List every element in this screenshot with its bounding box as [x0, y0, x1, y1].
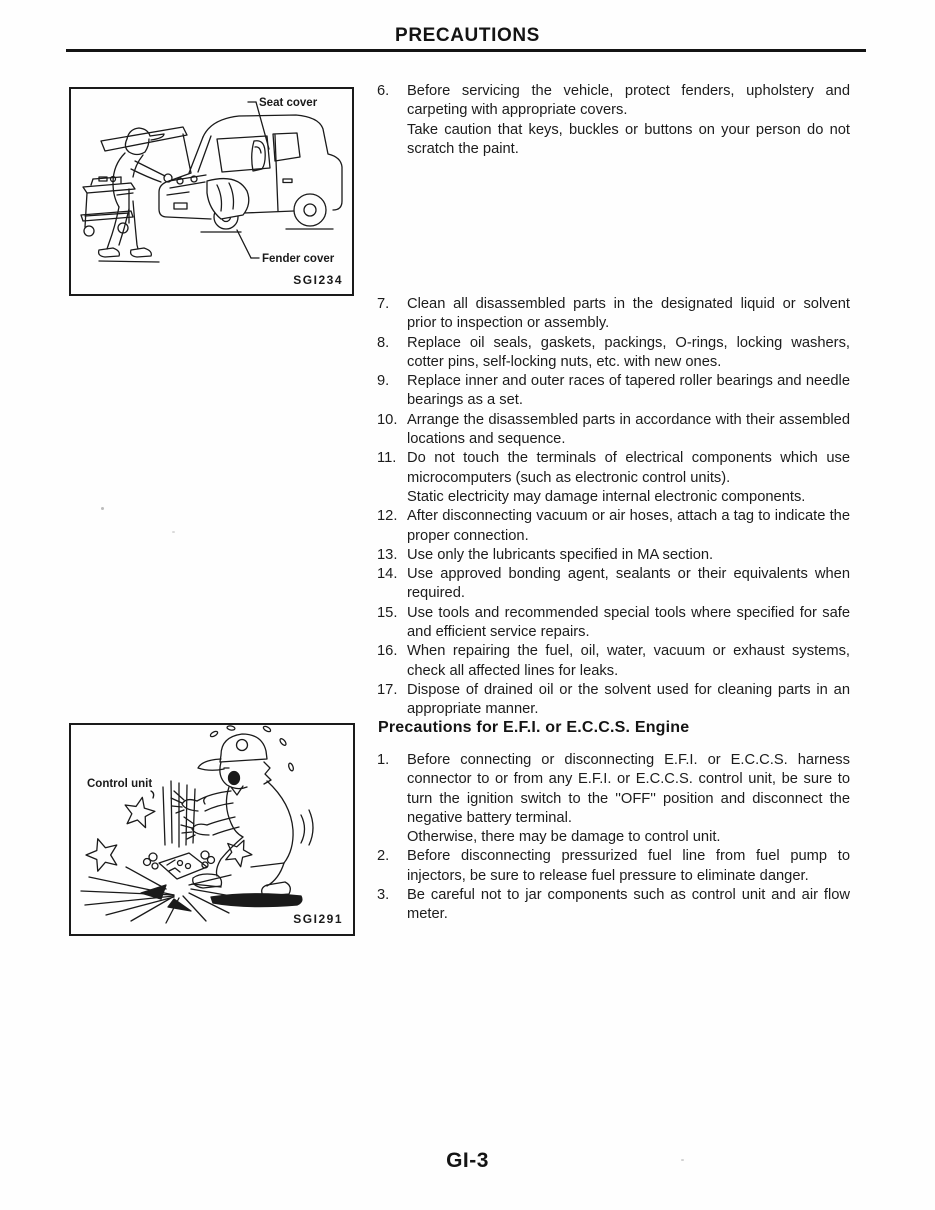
item-number: 16.: [377, 643, 398, 660]
general-precaution-items: [377, 295, 850, 720]
item-text: After disconnecting vacuum or air hoses, attach a tag to indicate the proper connection.: [407, 508, 850, 544]
item-text: Clean all disassembled parts in the designated liquid or solvent prior to inspection or assembly.: [407, 296, 850, 332]
item-number: 10.: [377, 411, 398, 428]
item-text: Static electricity may damage internal electronic components.: [407, 488, 806, 505]
list-item: [377, 449, 850, 507]
page-title: PRECAUTIONS: [395, 25, 540, 46]
scan-artifact: [172, 531, 175, 533]
item-text: Before disconnecting pressurized fuel line from fuel pump to injectors, be sure to release fuel pressure to eliminate danger.: [407, 848, 850, 884]
car-cover-illustration: [71, 89, 348, 290]
item-text: Use only the lubricants specified in MA section.: [407, 546, 714, 563]
item-text: Replace oil seals, gaskets, packings, O-rings, locking washers, cotter pins, self-locking nuts, etc. with new ones.: [407, 334, 850, 370]
list-item: [377, 372, 850, 411]
item-number: 13.: [377, 546, 398, 563]
item-number: 2.: [377, 848, 390, 865]
item-number: 6.: [377, 83, 390, 99]
scan-artifact: [101, 507, 104, 510]
item-text: Before servicing the vehicle, protect fenders, upholstery and carpeting with appropriate covers.: [407, 83, 850, 119]
efi-section-heading: Precautions for E.F.I. or E.C.C.S. Engine: [378, 719, 690, 736]
item-text: Arrange the disassembled parts in accordance with their assembled locations and sequence.: [407, 411, 850, 448]
item-number: 17.: [377, 681, 398, 698]
figure-seat-fender-cover: [69, 87, 354, 296]
header-rule: [66, 49, 866, 52]
item-number: 1.: [377, 752, 390, 768]
control-unit-label: Control unit: [87, 778, 153, 790]
scan-artifact: [681, 1159, 684, 1161]
figure-control-unit-drop: [69, 723, 355, 936]
item-number: 3.: [377, 887, 390, 904]
list-item: [377, 507, 850, 546]
item-number: 12.: [377, 508, 398, 525]
list-item: [377, 295, 850, 334]
item-text: Replace inner and outer races of tapered roller bearings and needle bearings as a set.: [407, 373, 850, 409]
control-unit-illustration: [71, 725, 349, 930]
figure-code-sgi234: SGI234: [293, 273, 343, 287]
page-number: GI-3: [446, 1149, 489, 1172]
item-number: 8.: [377, 334, 390, 351]
figure-code-sgi291: SGI291: [293, 912, 343, 926]
item-text: Before connecting or disconnecting E.F.I. or E.C.C.S. harness connector to or from any E.F.I. or E.C.C.S. control unit, be sure to turn the ignition switch to the ''OFF'' position and disconnect the negative battery terminal.: [407, 752, 850, 826]
item-number: 7.: [377, 296, 390, 312]
item-number: 11.: [377, 450, 397, 467]
list-item: [377, 681, 850, 720]
item-text: Otherwise, there may be damage to control unit.: [407, 829, 721, 846]
list-item: [377, 886, 850, 925]
item-text: Take caution that keys, buckles or buttons on your person do not scratch the paint.: [407, 121, 850, 157]
item-text: Use approved bonding agent, sealants or their equivalents when required.: [407, 566, 850, 602]
list-item: [377, 565, 850, 604]
general-precaution-item-6: [377, 82, 850, 159]
list-item: [377, 847, 850, 886]
list-item: [377, 334, 850, 373]
list-item: [377, 642, 850, 681]
item-text: Use tools and recommended special tools where specified for safe and efficient service repairs.: [407, 604, 850, 641]
item-text: Be careful not to jar components such as control unit and air flow meter.: [407, 887, 850, 923]
item-text: Dispose of drained oil or the solvent used for cleaning parts in an appropriate manner.: [407, 681, 850, 718]
item-text: Do not touch the terminals of electrical components which use microcomputers (such as electronic control units).: [407, 450, 850, 486]
item-text: When repairing the fuel, oil, water, vacuum or exhaust systems, check all affected lines for leaks.: [407, 643, 850, 679]
list-item: [377, 751, 850, 847]
list-item: [377, 604, 850, 643]
item-number: 14.: [377, 566, 398, 583]
seat-cover-label: Seat cover: [259, 97, 318, 109]
item-number: 9.: [377, 373, 390, 390]
list-item: [377, 546, 850, 565]
fender-cover-label: Fender cover: [262, 253, 335, 265]
list-item: [377, 411, 850, 450]
item-number: 15.: [377, 604, 398, 621]
efi-precaution-items: [377, 751, 850, 925]
list-item: [377, 82, 850, 159]
